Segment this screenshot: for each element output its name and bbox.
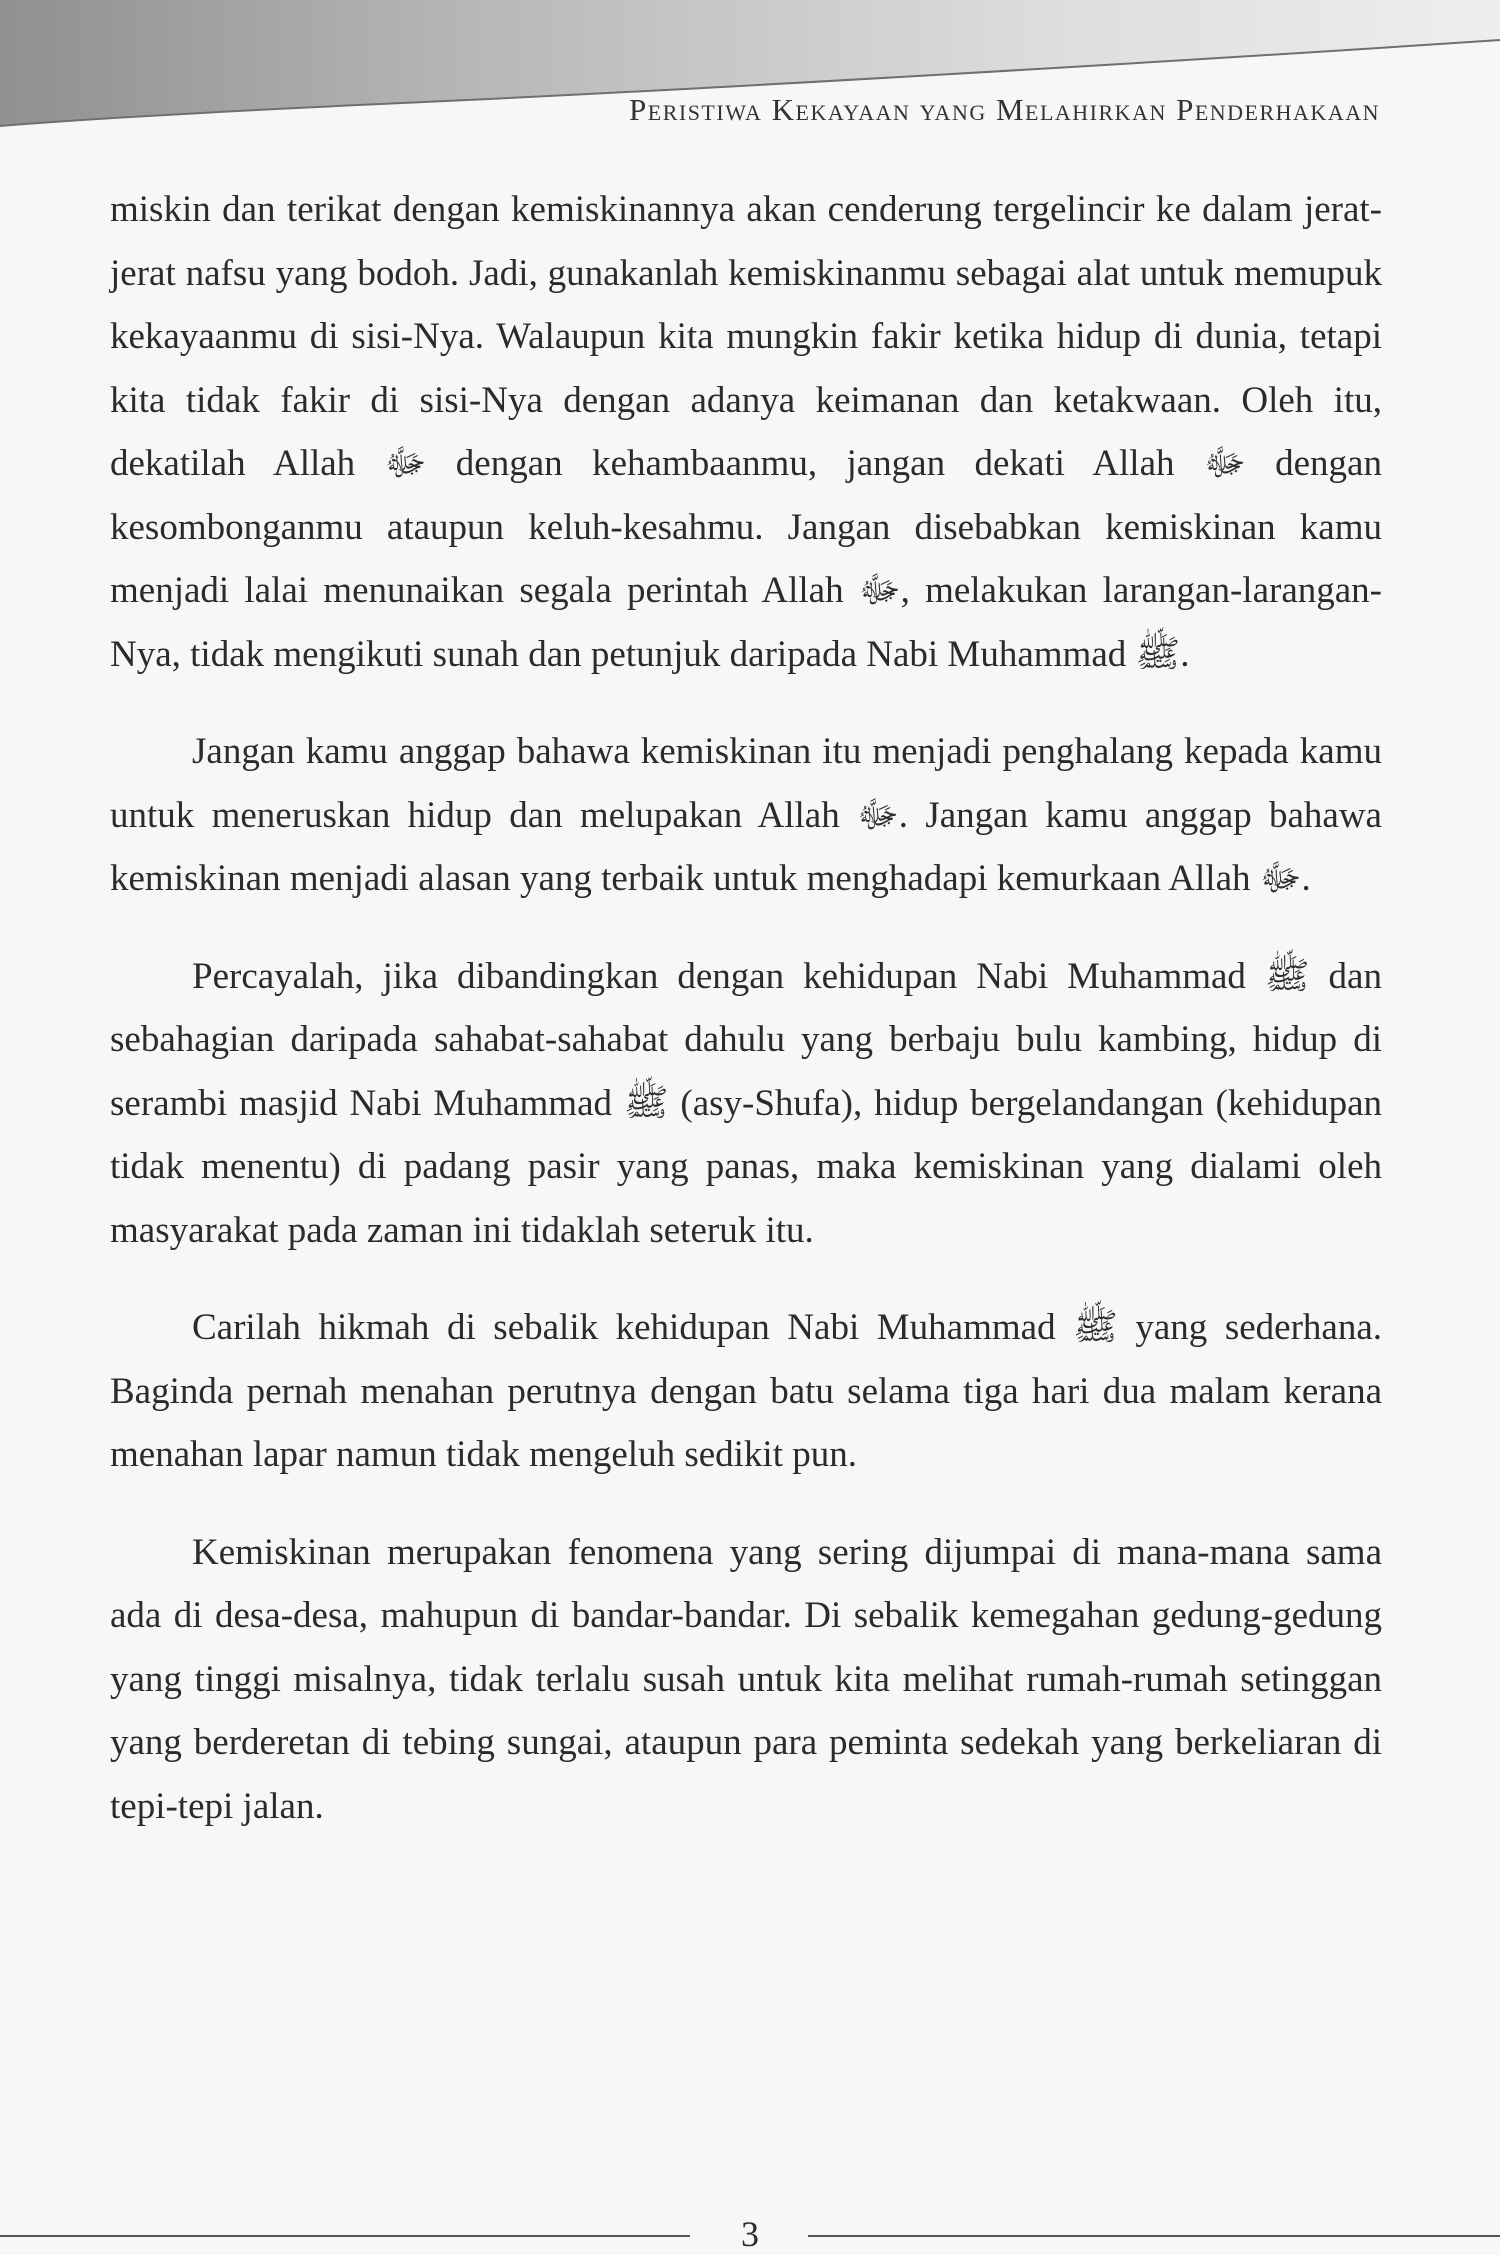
page-footer <box>0 2195 1500 2254</box>
paragraph-continued: miskin dan terikat dengan kemiskinannya akan cenderung tergelincir ke dalam jerat-jerat nafsu yang bodoh. Jadi, gunakanlah kemiskinanmu sebagai alat untuk memupuk kekayaanmu di sisi-Nya. Walaupun kita mungkin fakir ketika hidup di dunia, tetapi kita tidak fakir di sisi-Nya dengan adanya keimanan dan ketakwaan. Oleh itu, dekatilah Allah ﷻ dengan kehambaanmu, jangan dekati Allah ﷻ dengan kesombonganmu ataupun keluh-kesahmu. Jangan disebabkan kemiskinan kamu menjadi lalai menunaikan segala perintah Allah ﷻ, melakukan larangan-larangan-Nya, tidak mengikuti sunah dan petunjuk daripada Nabi Muhammad ﷺ. <box>110 189 1382 675</box>
footer-rule-right <box>808 2235 1500 2237</box>
running-head: Peristiwa Kekayaan yang Melahirkan Penderhakaan <box>629 92 1380 127</box>
page-number: 3 <box>741 2214 759 2254</box>
footer-rule-left <box>0 2235 690 2237</box>
paragraph: Carilah hikmah di sebalik kehidupan Nabi Muhammad ﷺ yang sederhana. Baginda pernah menahan perutnya dengan batu selama tiga hari dua malam kerana menahan lapar namun tidak mengeluh sedikit pun. <box>110 1307 1382 1475</box>
paragraph: Jangan kamu anggap bahawa kemiskinan itu menjadi penghalang kepada kamu untuk meneruskan hidup dan melupakan Allah ﷻ. Jangan kamu anggap bahawa kemiskinan menjadi alasan yang terbaik untuk menghadapi kemurkaan Allah ﷻ. <box>110 731 1382 899</box>
paragraph: Percayalah, jika dibandingkan dengan kehidupan Nabi Muhammad ﷺ dan sebahagian daripada sahabat-sahabat dahulu yang berbaju bulu kambing, hidup di serambi masjid Nabi Muhammad ﷺ (asy-Shufa), hidup bergelandangan (kehidupan tidak menentu) di padang pasir yang panas, maka kemiskinan yang dialami oleh masyarakat pada zaman ini tidaklah seteruk itu. <box>110 955 1382 1251</box>
page-body <box>110 178 1382 1872</box>
header-band <box>0 0 1500 140</box>
paragraph: Kemiskinan merupakan fenomena yang sering dijumpai di mana-mana sama ada di desa-desa, mahupun di bandar-bandar. Di sebalik kemegahan gedung-gedung yang tinggi misalnya, tidak terlalu susah untuk kita melihat rumah-rumah setinggan yang berderetan di tebing sungai, ataupun para peminta sedekah yang berkeliaran di tepi-tepi jalan. <box>110 1531 1382 1827</box>
